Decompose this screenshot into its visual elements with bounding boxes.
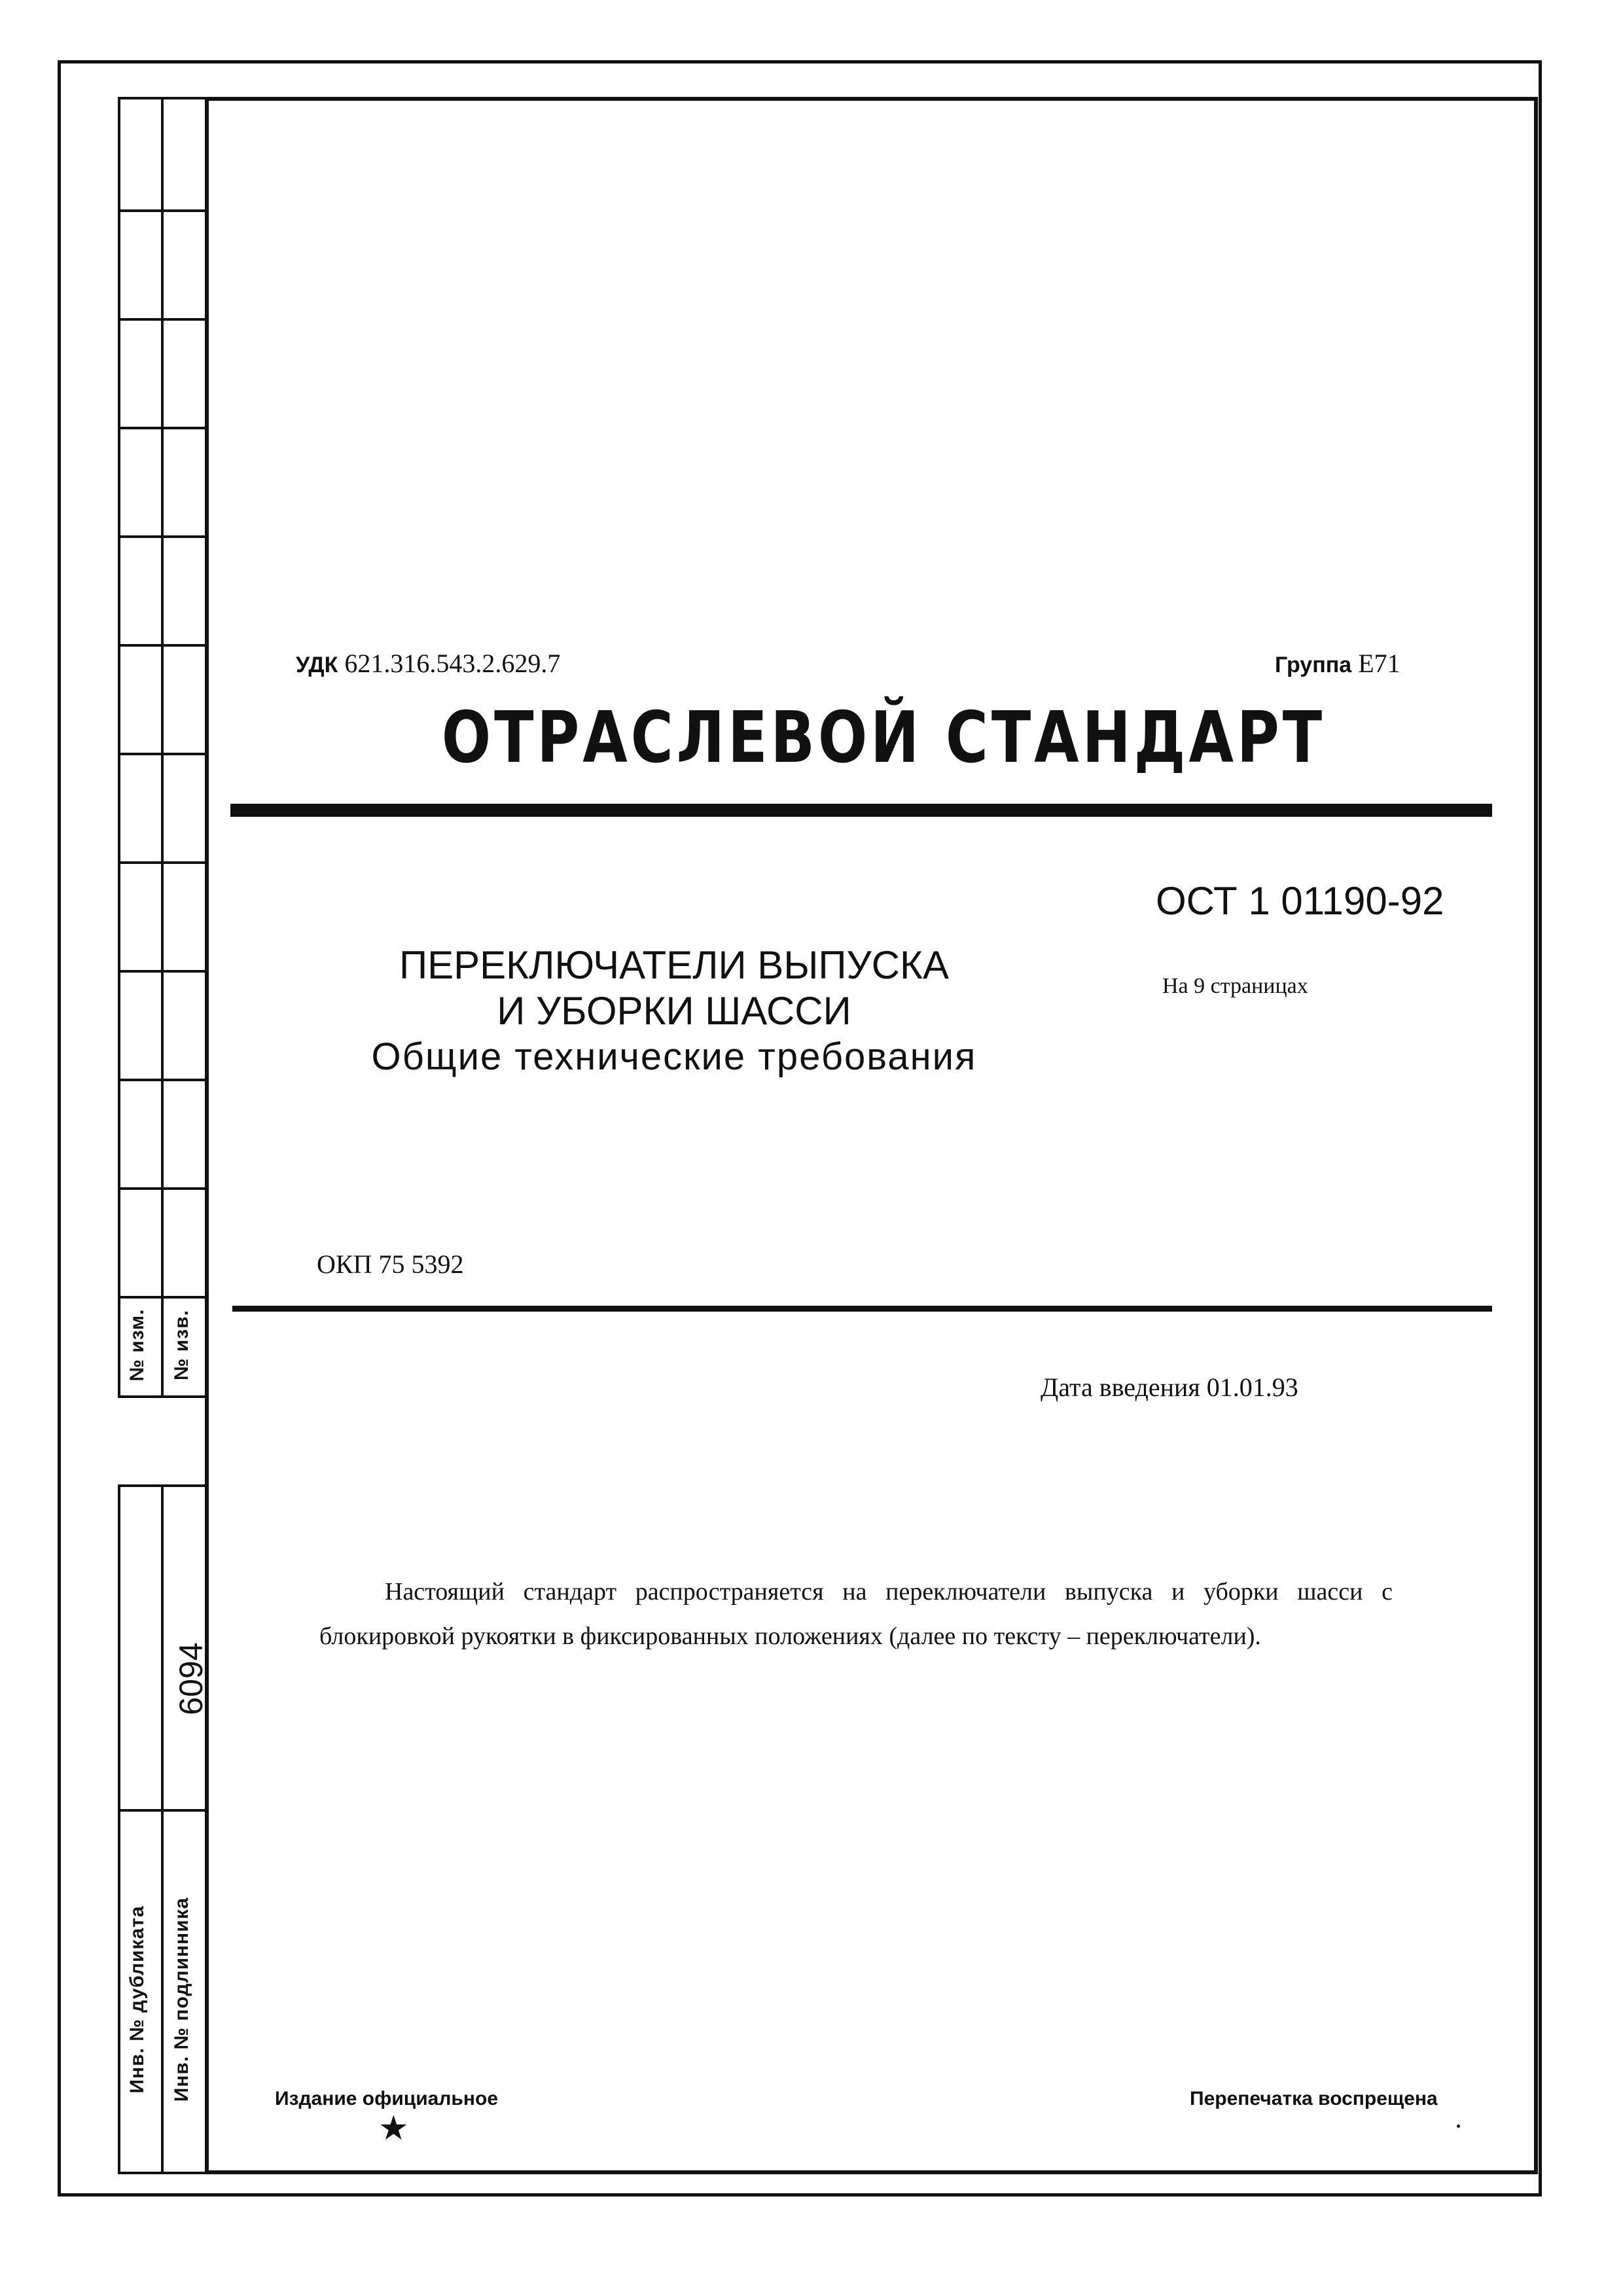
margin-strip-lower xyxy=(118,1484,205,2174)
thin-divider xyxy=(232,1306,1492,1312)
document-title-line2: И УБОРКИ ШАССИ xyxy=(497,989,851,1033)
thick-divider xyxy=(230,804,1492,817)
scope-paragraph-text: Настоящий стандарт распространяется на переключатели выпуска и уборки шасси с блокировкой рукоятки в фиксированных положениях (далее по тексту – переключатели). xyxy=(319,1578,1393,1650)
group-code xyxy=(1275,648,1400,679)
okp-code: ОКП 75 5392 xyxy=(317,1249,464,1279)
official-edition-label: Издание официальное xyxy=(275,2088,499,2109)
page-count: На 9 страницах xyxy=(1162,974,1308,998)
group-value: Е71 xyxy=(1358,649,1400,678)
document-subtitle: Общие технические требования xyxy=(371,1035,977,1078)
notice-number-label: № изв. xyxy=(171,1310,192,1380)
original-inventory-label: Инв. № подлинника xyxy=(171,1897,192,2102)
duplicate-inventory-label: Инв. № дубликата xyxy=(126,1905,148,2094)
scope-paragraph xyxy=(319,1570,1393,1659)
document-title xyxy=(314,942,1034,1080)
reprint-prohibited-label: Перепечатка воспрещена xyxy=(1190,2088,1438,2109)
document-number: ОСТ 1 01190-92 xyxy=(1156,879,1444,923)
inner-frame xyxy=(205,97,1538,2174)
udk-code xyxy=(296,648,560,679)
star-icon: ★ xyxy=(378,2110,409,2147)
change-number-label: № изм. xyxy=(126,1308,148,1382)
document-title-line1: ПЕРЕКЛЮЧАТЕЛИ ВЫПУСКА xyxy=(399,943,949,987)
margin-strip-upper xyxy=(118,97,205,1398)
effective-date: Дата введения 01.01.93 xyxy=(1041,1372,1298,1402)
group-label: Группа xyxy=(1275,653,1352,677)
udk-label: УДК xyxy=(296,653,338,677)
inventory-number: 6094 xyxy=(173,1642,209,1715)
scan-dot xyxy=(1457,2125,1460,2128)
udk-value: 621.316.543.2.629.7 xyxy=(344,649,561,678)
page-title: ОТРАСЛЕВОЙ СТАНДАРТ xyxy=(441,697,1326,779)
